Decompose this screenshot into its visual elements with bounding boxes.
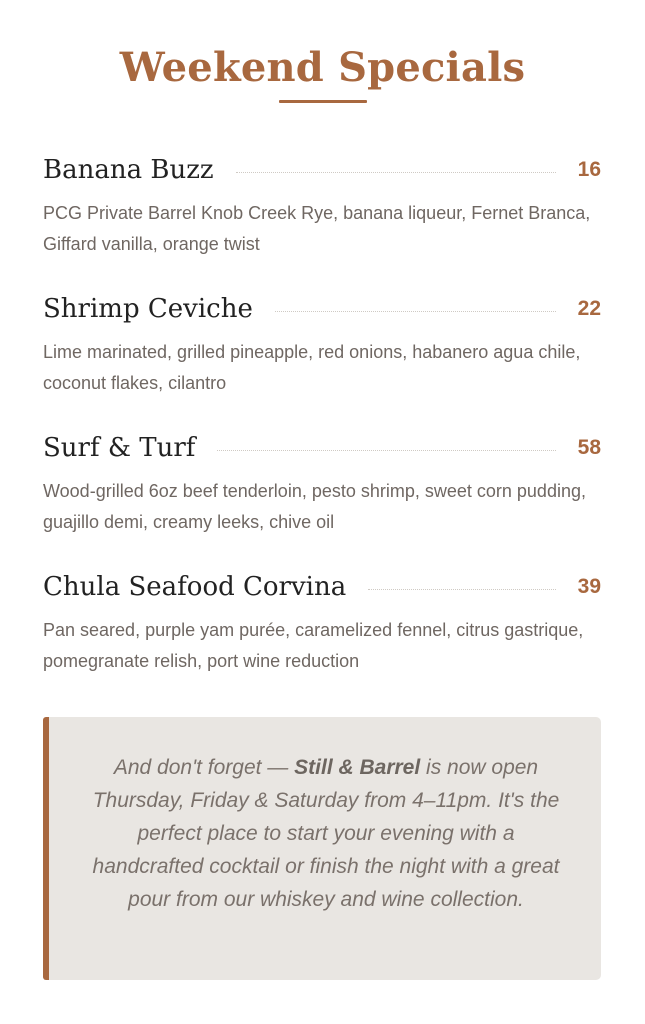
menu-item-description: Pan seared, purple yam purée, caramelized fennel, citrus gastrique, pomegranate relish, port wine reduction [43, 620, 584, 671]
title-underline [279, 100, 367, 103]
menu-item [43, 150, 601, 260]
menu-item [43, 567, 601, 677]
callout-accent-bar [43, 717, 49, 980]
menu-item-name: Shrimp Ceviche [43, 294, 253, 324]
menu-item-price: 16 [577, 158, 601, 181]
menu-item-header [43, 567, 601, 607]
announcement-text [87, 751, 565, 916]
menu-item-description: Wood-grilled 6oz beef tenderloin, pesto shrimp, sweet corn pudding, guajillo demi, creamy leeks, chive oil [43, 481, 586, 532]
announcement-callout [43, 717, 601, 980]
menu-item-name: Banana Buzz [43, 155, 214, 185]
menu-item-price: 58 [577, 436, 601, 459]
venue-name: Still & Barrel [294, 756, 421, 779]
menu-item-header [43, 428, 601, 468]
menu-item-name: Surf & Turf [43, 433, 196, 463]
menu-item-description: Lime marinated, grilled pineapple, red onions, habanero agua chile, coconut flakes, cilantro [43, 342, 581, 393]
dotted-leader [236, 172, 556, 173]
dotted-leader [275, 311, 556, 312]
menu-item-price: 22 [577, 297, 601, 320]
menu-item-description: PCG Private Barrel Knob Creek Rye, banana liqueur, Fernet Branca, Giffard vanilla, orange twist [43, 203, 591, 254]
menu-item-price: 39 [577, 575, 601, 598]
dotted-leader [368, 589, 555, 590]
menu-item-name: Chula Seafood Corvina [43, 572, 347, 602]
menu-item-header [43, 289, 601, 329]
dotted-leader [217, 450, 555, 451]
menu-item [43, 428, 601, 538]
page-title: Weekend Specials [119, 44, 526, 91]
menu-item-header [43, 150, 601, 190]
announcement-intro: And don't forget — [113, 756, 295, 779]
menu-item [43, 289, 601, 399]
announcement-body: is now open Thursday, Friday & Saturday from 4–11pm. It's the perfect place to start your evening with a handcrafted cocktail or finish the night with a great pour from our whiskey and wine collection. [92, 756, 560, 911]
